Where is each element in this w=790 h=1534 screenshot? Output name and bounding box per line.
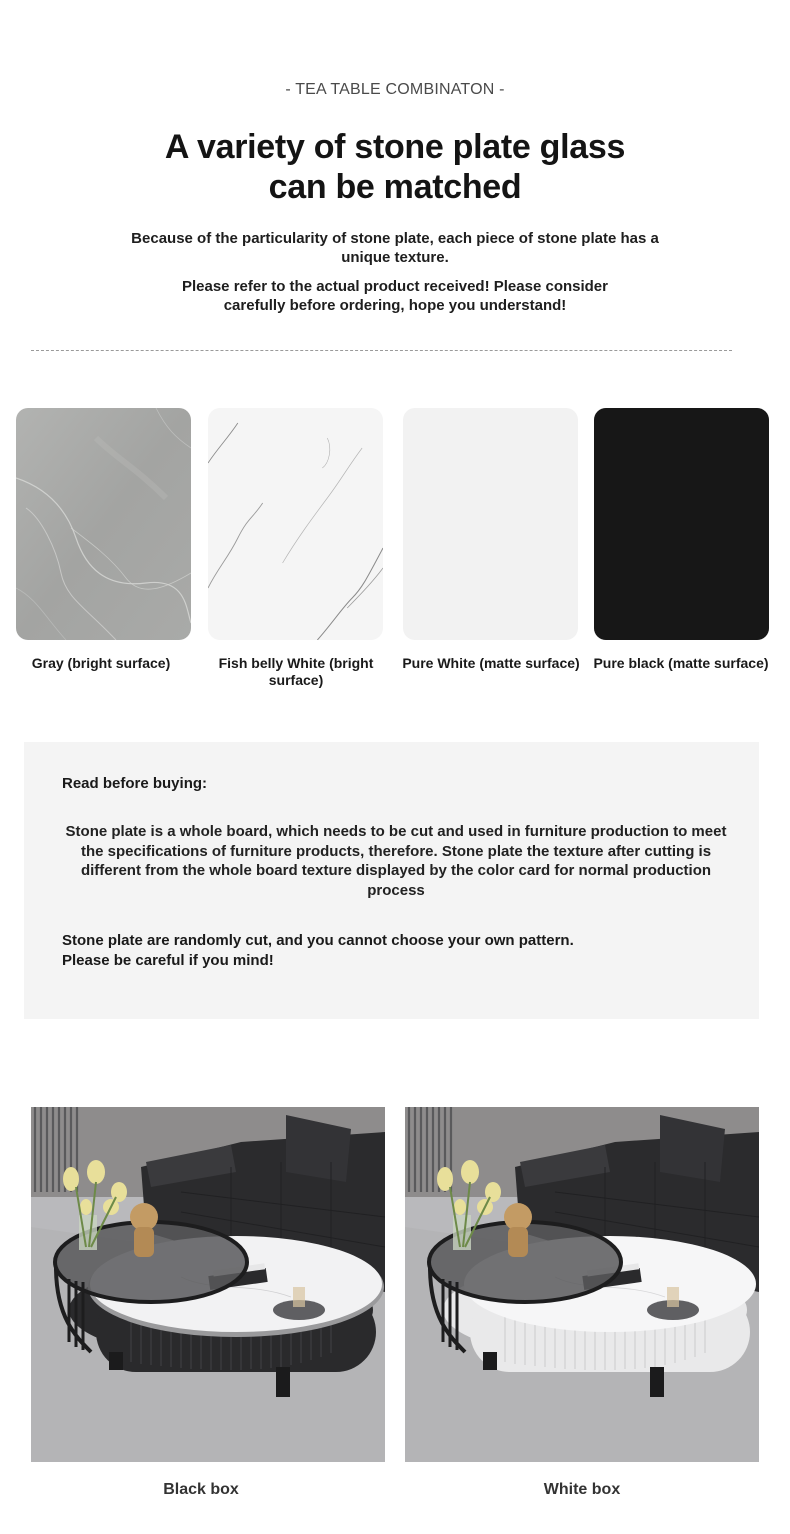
headline-line-1: A variety of stone plate glass bbox=[164, 128, 626, 166]
read-before-buying-panel bbox=[24, 742, 759, 1019]
swatch-fish-belly-white-image bbox=[208, 408, 383, 640]
swatch-pure-white-image bbox=[403, 408, 578, 640]
page-headline bbox=[0, 127, 790, 207]
caption-white-box: White box bbox=[543, 1481, 621, 1498]
notice-body: Stone plate is a whole board, which needs to be cut and used in furniture production to meet the specifications of furniture products, therefore. Stone plate the texture after cutting is different from the whole board texture displayed by the color card for normal production process bbox=[65, 823, 727, 899]
swatch-label-pure-black: Pure black (matte surface) bbox=[593, 655, 769, 671]
intro-order-note: Please refer to the actual product received! Please consider carefully before ordering, hope you understand! bbox=[181, 278, 608, 314]
dashed-divider bbox=[31, 350, 732, 351]
caption-black-box: Black box bbox=[163, 1481, 239, 1498]
product-photo-black-box bbox=[31, 1107, 385, 1462]
product-photo-white-box bbox=[405, 1107, 759, 1462]
section-eyebrow: - TEA TABLE COMBINATON - bbox=[285, 81, 505, 98]
headline-line-2: can be matched bbox=[268, 168, 522, 206]
swatch-pure-black-image bbox=[594, 408, 769, 640]
swatch-gray-image bbox=[16, 408, 191, 640]
intro-texture-note: Because of the particularity of stone plate, each piece of stone plate has a unique texture. bbox=[131, 230, 659, 266]
swatch-label-gray: Gray (bright surface) bbox=[31, 655, 171, 671]
swatch-label-fish-belly-white: Fish belly White (bright surface) bbox=[218, 655, 374, 688]
notice-warning: Stone plate are randomly cut, and you cannot choose your own pattern. Please be careful if you mind! bbox=[62, 932, 574, 969]
swatch-label-pure-white: Pure White (matte surface) bbox=[402, 655, 580, 671]
notice-title: Read before buying: bbox=[62, 775, 208, 792]
